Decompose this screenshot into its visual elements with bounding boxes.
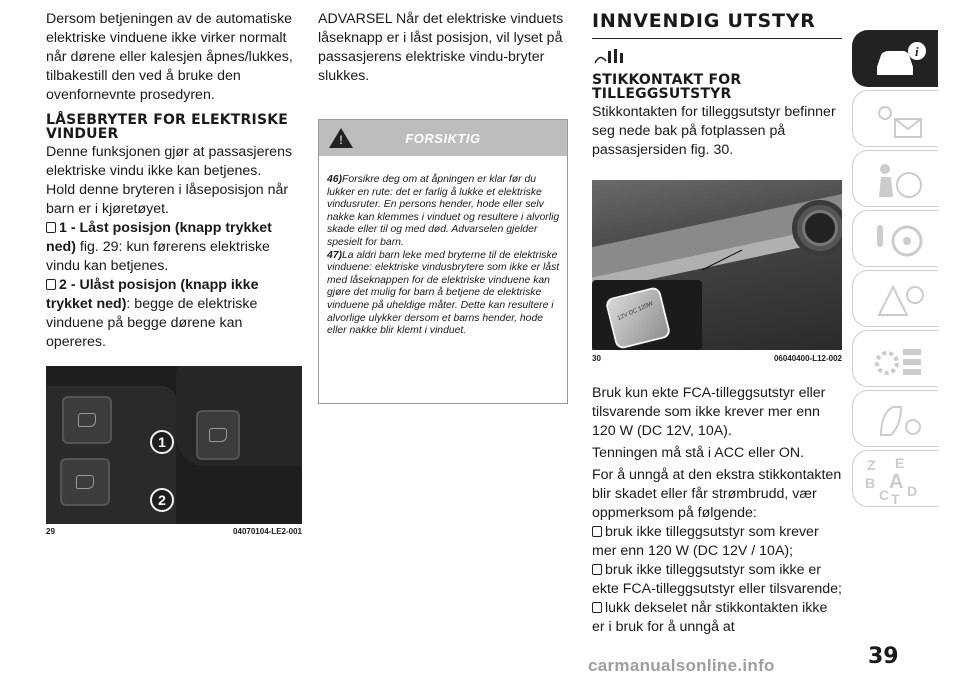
- tab-vehicle-info[interactable]: [852, 30, 938, 87]
- callout-1: 1: [150, 430, 174, 454]
- bullet-item-3: [592, 599, 842, 637]
- checkbox-bullet-icon: [592, 602, 602, 613]
- unlock-position-label: 2 - Ulåst posisjon (knapp ikke trykket ned): [46, 277, 259, 312]
- caution-text: La aldri barn leke med bryterne til de elektriske vinduene: elektriske vindusbrytere som ikke er låst med låseknappen for de elektriske vinduene kan gjøre det mulig for barn å betjene de elektriske vinduene på uheldige måter. Dette kan resultere i alvorlige ulykker dersom et barns hender, hode eller nakke blir klemt i vinduet.: [327, 249, 560, 337]
- figure-code: 04070104-LE2-001: [233, 527, 302, 536]
- callout-2: 2: [150, 488, 174, 512]
- bullet-item-1: [592, 523, 842, 561]
- unlock-position-text: : begge de elektriske vinduene på begge dørene kan opereres.: [46, 296, 258, 350]
- tab-maintenance[interactable]: [852, 330, 938, 387]
- chapter-title: INNVENDIG UTSTYR: [592, 10, 842, 39]
- seat-belt-symbol-icon: [592, 47, 842, 69]
- caution-number: 46): [327, 174, 343, 185]
- steering-wheel-icon: [871, 221, 927, 261]
- section-heading-power-outlet: STIKKONTAKT FOR TILLEGGSUTSTYR: [592, 72, 742, 102]
- lock-position-item: [46, 219, 294, 276]
- bullet-text: bruk ikke tilleggsutstyr som ikke er ekte FCA-tilleggsutstyr eller tilsvarende;: [592, 562, 842, 597]
- tab-starting-driving[interactable]: [852, 210, 938, 267]
- caution-content: [319, 156, 567, 338]
- caution-header: [319, 120, 567, 156]
- car-info-icon: [871, 41, 927, 81]
- gears-icon: [871, 341, 927, 381]
- figure-29: [46, 366, 302, 536]
- checkbox-bullet-icon: [46, 222, 56, 233]
- window-switch-photo: [46, 366, 302, 524]
- caution-text: Forsikre deg om at åpningen er klar før du lukker en rute: det er farlig å lukke et elektriske vindusruter. En persons hender, hode eller selv nakke kan klemmes i vinduet og resultere i alvorlig skade eller til og med død. Advarselen gjelder spesielt for barn.: [327, 174, 560, 248]
- figure-number: 30: [592, 354, 601, 363]
- warning-paragraph: ADVARSEL Når det elektriske vinduets låseknapp er i låst posisjon, vil lyset på passasjerens elektriske vindu-bryter slukkes.: [318, 11, 564, 84]
- svg-text:i: i: [915, 44, 919, 59]
- chapter-tabs: [852, 30, 938, 510]
- checkbox-bullet-icon: [592, 564, 602, 575]
- intro-paragraph: Dersom betjeningen av de automatiske elektriske vinduene ikke virker normalt når dørene eller kalesjen åpnes/lukkes, tilbakestill den ved å bruke den ovenfornevnte prosedyren.: [46, 11, 293, 103]
- tab-index[interactable]: [852, 450, 938, 507]
- power-outlet-photo: [592, 180, 842, 350]
- lock-position-text: fig. 29: kun førerens elektriske vindu kan betjenes.: [46, 239, 270, 274]
- window-lock-description: Denne funksjonen gjør at passasjerens elektriske vindu ikke kan betjenes. Hold denne bryteren i låseposisjon når barn er i kjøretøyet.: [46, 144, 293, 217]
- figure-code: 06040400-L12-002: [773, 354, 842, 363]
- emergency-triangle-icon: [871, 281, 927, 321]
- bullet-text: lukk dekselet når stikkontakten ikke er i bruk for å unngå at: [592, 600, 828, 635]
- tab-technical-data[interactable]: [852, 390, 938, 447]
- figure-30-caption: [592, 354, 842, 363]
- watermark: carmanualsonline.info: [588, 656, 775, 675]
- window-switch-driver: [196, 410, 240, 460]
- accessory-requirement-text: Bruk kun ekte FCA-tilleggsutstyr eller tilsvarende som ikke krever mer enn 120 W (DC 12V, 10A).: [592, 385, 826, 439]
- unlock-position-item: [46, 276, 294, 352]
- warning-lights-icon: [871, 101, 927, 141]
- caution-box: [318, 119, 568, 404]
- caution-title: FORSIKTIG: [405, 131, 481, 146]
- alphabet-index-icon: Z E B A C T D: [865, 455, 918, 507]
- caution-number: 47): [327, 249, 343, 261]
- ignition-text: Tenningen må stå i ACC eller ON.: [592, 445, 805, 461]
- figure-29-caption: [46, 527, 302, 536]
- checkbox-bullet-icon: [46, 279, 56, 290]
- caution-item-46: [327, 174, 561, 250]
- tab-safety[interactable]: [852, 150, 938, 207]
- bullet-text: bruk ikke tilleggsutstyr som krever mer enn 120 W (DC 12V / 10A);: [592, 524, 819, 559]
- lock-position-label: 1 - Låst posisjon (knapp trykket ned): [46, 220, 272, 255]
- tab-emergency[interactable]: [852, 270, 938, 327]
- outlet-location-text: Stikkontakten for tilleggsutstyr befinner seg nede bak på fotplassen på passasjersiden fig. 30.: [592, 104, 836, 158]
- bullet-item-2: [592, 561, 842, 599]
- column-right-lower: [592, 384, 842, 637]
- page-number: 39: [868, 644, 899, 669]
- column-right: [592, 10, 842, 160]
- window-switch-passenger: [60, 458, 110, 506]
- figure-number: 29: [46, 527, 55, 536]
- caution-intro-text: For å unngå at den ekstra stikkontakten blir skadet eller får strømbrudd, vær oppmerksom på følgende:: [592, 467, 842, 521]
- window-switch-lock-button: [62, 396, 112, 444]
- column-left: [46, 10, 294, 352]
- checkbox-bullet-icon: [592, 526, 602, 537]
- section-heading-window-lock: LÅSEBRYTER FOR ELEKTRISKE VINDUER: [46, 112, 289, 142]
- tab-dashboard-lights[interactable]: [852, 90, 938, 147]
- safety-person-icon: [871, 161, 927, 201]
- column-middle: [318, 10, 568, 86]
- tech-data-icon: [871, 401, 927, 441]
- figure-30: [592, 180, 842, 376]
- caution-item-47: [327, 250, 561, 338]
- outlet-label: 12V DC 120W: [616, 300, 655, 322]
